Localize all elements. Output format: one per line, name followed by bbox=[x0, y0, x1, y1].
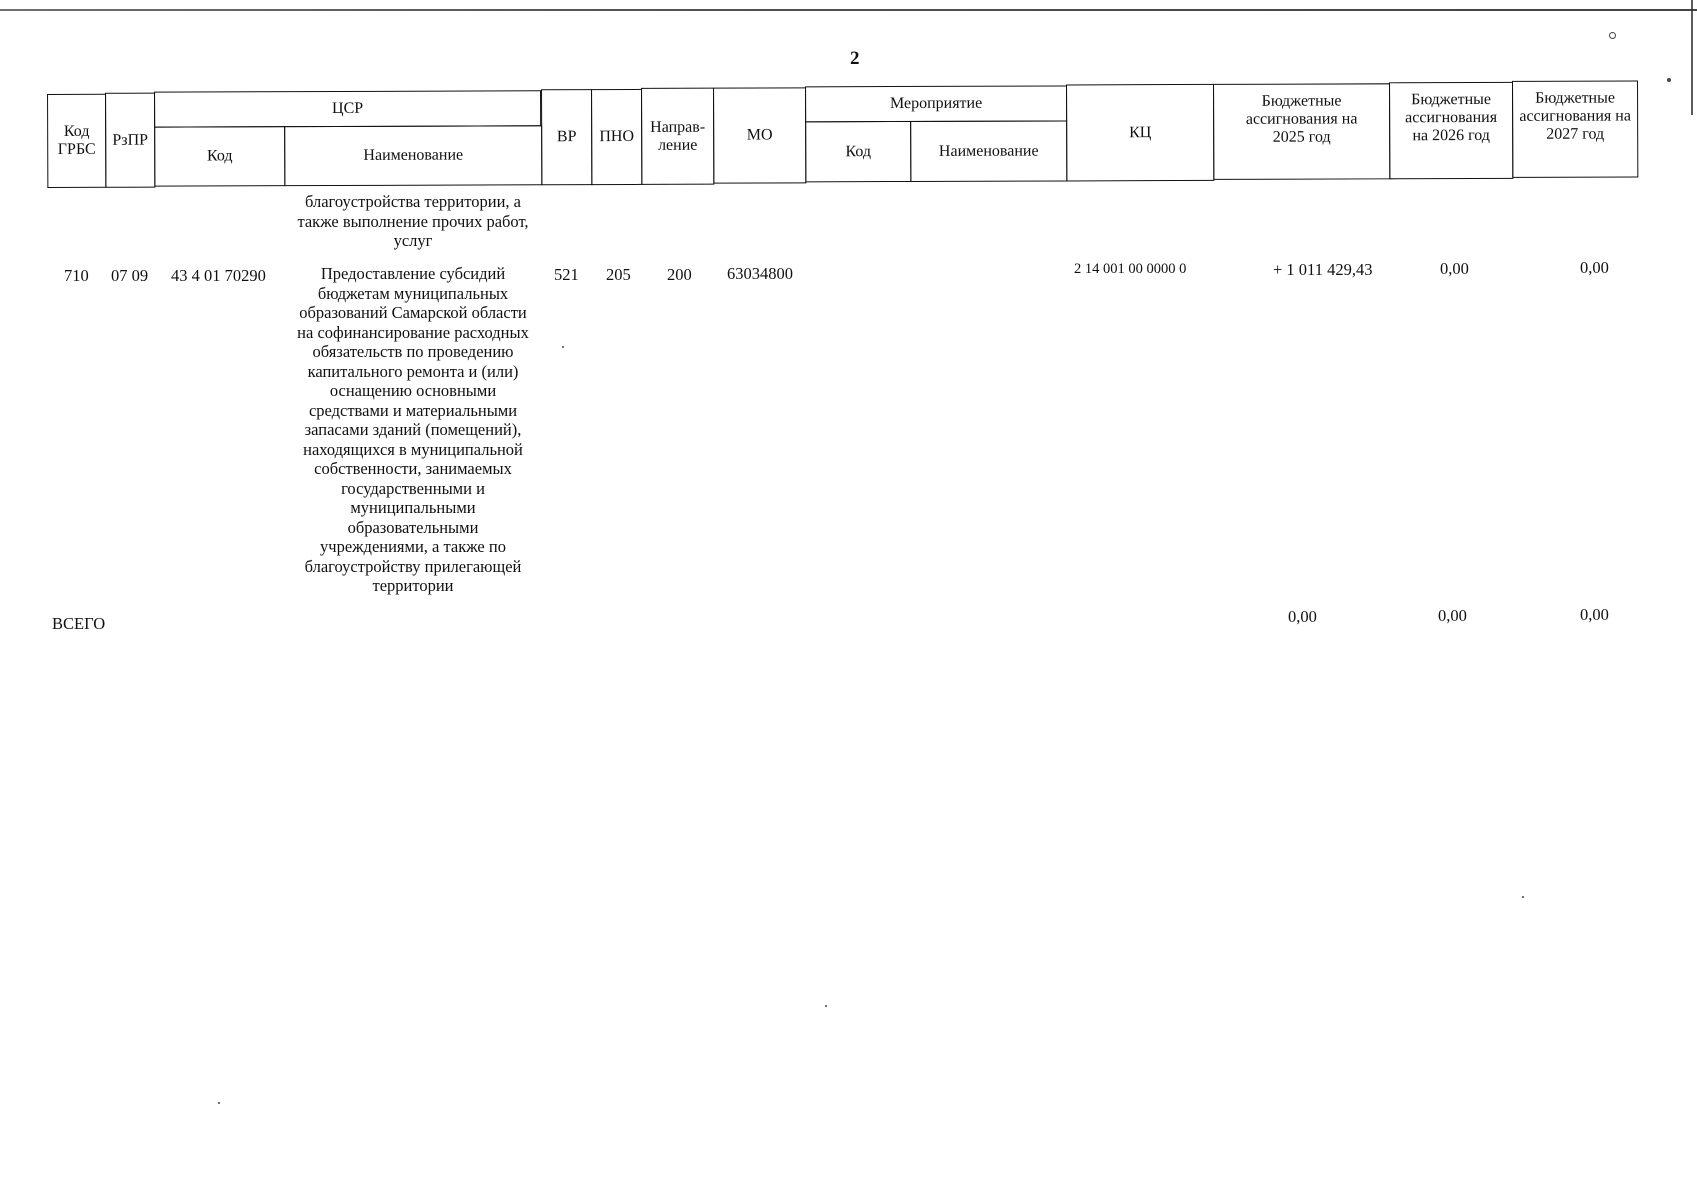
header-b2026: Бюджетные ассигнования на 2026 год bbox=[1389, 82, 1513, 179]
row-name-line: средствами и материальными bbox=[308, 400, 518, 420]
row-csr-kod: 43 4 01 70290 bbox=[171, 266, 266, 285]
row-name-line: муниципальными bbox=[350, 498, 476, 517]
row-name-line: запасами зданий (помещений), bbox=[304, 420, 522, 439]
header-b2025: Бюджетные ассигнования на 2025 год bbox=[1213, 83, 1390, 180]
total-b2026: 0,00 bbox=[1438, 606, 1467, 625]
scan-speck bbox=[1609, 32, 1616, 39]
continuation-line: услуг bbox=[393, 231, 433, 250]
table-header bbox=[47, 78, 1643, 184]
scan-speck bbox=[218, 1102, 220, 1104]
row-b2027: 0,00 bbox=[1580, 258, 1609, 277]
scan-edge-top bbox=[0, 9, 1697, 11]
row-name-line: находящихся в муниципальной bbox=[303, 439, 523, 459]
row-napr: 200 bbox=[667, 265, 692, 284]
row-name-line: благоустройству прилегающей bbox=[304, 556, 522, 576]
row-name-line: бюджетам муниципальных bbox=[317, 283, 509, 303]
total-b2025: 0,00 bbox=[1288, 607, 1317, 626]
scan-edge-right bbox=[1691, 0, 1693, 115]
row-kc: 2 14 001 00 0000 0 bbox=[1074, 261, 1187, 277]
scan-speck bbox=[825, 1005, 827, 1007]
total-b2027: 0,00 bbox=[1580, 605, 1609, 624]
scan-speck bbox=[562, 346, 564, 348]
continuation-line: также выполнение прочих работ, bbox=[297, 211, 529, 231]
row-name-line: государственными и bbox=[341, 478, 485, 498]
page-number: 2 bbox=[850, 48, 860, 69]
row-name-line: учреждениями, а также по bbox=[320, 537, 506, 556]
row-name-line: территории bbox=[372, 576, 454, 595]
row-name-line: на софинансирование расходных bbox=[297, 322, 529, 342]
header-pno: ПНО bbox=[591, 89, 642, 185]
row-name-line: обязательств по проведению bbox=[312, 342, 514, 361]
header-rzpr: РзПР bbox=[105, 93, 155, 188]
header-vr: ВР bbox=[541, 89, 592, 185]
row-grbs: 710 bbox=[64, 266, 89, 285]
row-pno: 205 bbox=[606, 265, 631, 284]
header-meropr-kod: Код bbox=[805, 121, 911, 182]
row-mo: 63034800 bbox=[727, 264, 793, 283]
header-meropr-naim: Наименование bbox=[910, 120, 1067, 182]
header-meropr: Мероприятие bbox=[805, 85, 1067, 122]
scan-speck bbox=[1667, 78, 1671, 82]
row-name-line: собственности, занимаемых bbox=[314, 459, 512, 478]
row-name-line: Предоставление субсидий bbox=[320, 264, 506, 283]
header-mo: МО bbox=[713, 87, 806, 183]
header-csr: ЦСР bbox=[154, 90, 541, 127]
header-kc: КЦ bbox=[1066, 84, 1214, 182]
scan-speck bbox=[1522, 896, 1524, 898]
row-name-line: оснащению основными bbox=[329, 381, 497, 400]
header-b2027: Бюджетные ассигнования на 2027 год bbox=[1512, 80, 1638, 177]
header-csr-kod: Код bbox=[154, 126, 285, 186]
row-name-line: капитального ремонта и (или) bbox=[307, 361, 519, 381]
row-vr: 521 bbox=[554, 265, 579, 284]
continuation-line: благоустройства территории, а bbox=[305, 192, 521, 211]
continuation-text bbox=[268, 192, 558, 251]
row-name-line: образований Самарской области bbox=[299, 303, 527, 322]
header-csr-naim: Наименование bbox=[284, 125, 542, 186]
row-name bbox=[268, 264, 558, 596]
header-napr: Направ-ление bbox=[641, 88, 714, 185]
header-kod-grbs: Код ГРБС bbox=[47, 94, 106, 188]
total-label: ВСЕГО bbox=[52, 614, 106, 633]
row-b2025: + 1 011 429,43 bbox=[1273, 260, 1373, 279]
row-rzpr: 07 09 bbox=[111, 266, 149, 285]
row-name-line: образовательными bbox=[347, 517, 479, 537]
row-b2026: 0,00 bbox=[1440, 259, 1469, 278]
